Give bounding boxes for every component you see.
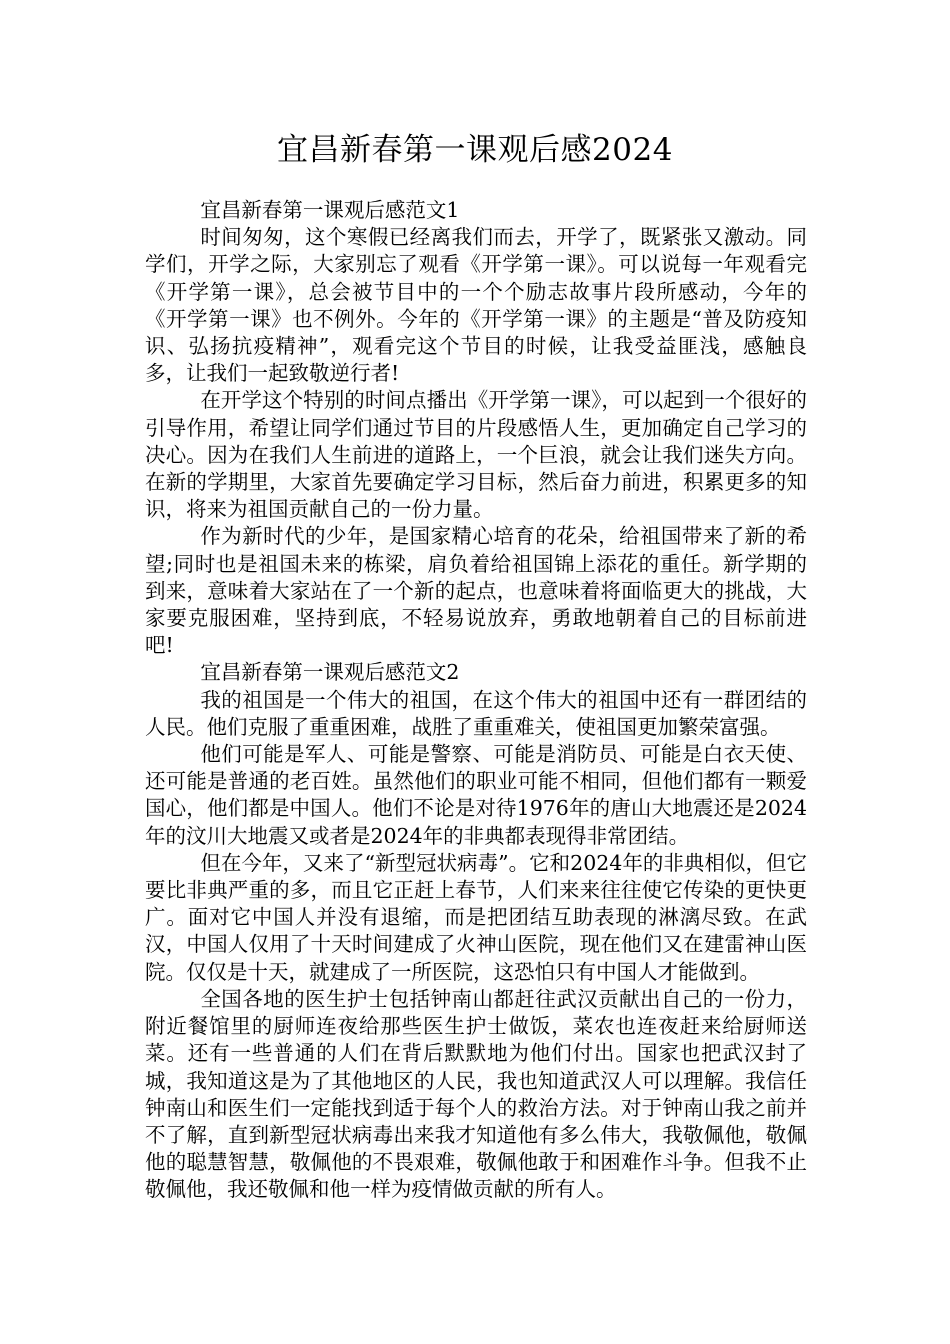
paragraph: 时间匆匆，这个寒假已经离我们而去，开学了，既紧张又激动。同学们，开学之际，大家别忘了观看《开学第一课》。可以说每一年观看完《开学第一课》，总会被节目中的一个个励志故事片段所感动，今年的《开学第一课》也不例外。今年的《开学第一课》的主题是“普及防疫知识、弘扬抗疫精神”，观看完这个节目的时候，让我受益匪浅，感触良多，让我们一起致敬逆行者! [145,225,807,386]
document-title: 宜昌新春第一课观后感2024 [277,132,673,168]
paragraph: 作为新时代的少年，是国家精心培育的花朵，给祖国带来了新的希望;同时也是祖国未来的栋梁，肩负着给祖国锦上添花的重任。新学期的到来，意味着大家站在了一个新的起点，也意味着将面临更大的挑战，大家要克服困难，坚持到底，不轻易说放弃，勇敢地朝着自己的目标前进吧! [145,524,807,658]
paragraph: 全国各地的医生护士包括钟南山都赶往武汉贡献出自己的一份力，附近餐馆里的厨师连夜给那些医生护士做饭，菜农也连夜赶来给厨师送菜。还有一些普通的人们在背后默默地为他们付出。国家也把武汉封了城，我知道这是为了其他地区的人民，我也知道武汉人可以理解。我信任钟南山和医生们一定能找到适于每个人的救治方法。对于钟南山我之前并不了解，直到新型冠状病毒出来我才知道他有多么伟大，我敬佩他，敬佩他的聪慧智慧，敬佩他的不畏艰难，敬佩他敢于和困难作斗争。但我不止敬佩他，我还敬佩和他一样为疫情做贡献的所有人。 [145,986,807,1202]
paragraph: 他们可能是军人、可能是警察、可能是消防员、可能是白衣天使、还可能是普通的老百姓。虽然他们的职业可能不相同，但他们都有一颗爱国心，他们都是中国人。他们不论是对待1976年的唐山大地震还是2024年的汶川大地震又或者是2024年的非典都表现得非常团结。 [145,742,807,848]
document-body [145,197,807,1204]
section-heading: 宜昌新春第一课观后感范文1 [200,198,460,222]
paragraph: 但在今年，又来了“新型冠状病毒”。它和2024年的非典相似，但它要比非典严重的多，而且它正赶上春节，人们来来往往使它传染的更快更广。面对它中国人并没有退缩，而是把团结互助表现的淋漓尽致。在武汉，中国人仅用了十天时间建成了火神山医院，现在他们又在建雷神山医院。仅仅是十天，就建成了一所医院，这恐怕只有中国人才能做到。 [145,850,807,984]
paragraph: 我的祖国是一个伟大的祖国，在这个伟大的祖国中还有一群团结的人民。他们克服了重重困难，战胜了重重难关，使祖国更加繁荣富强。 [145,687,807,739]
section-heading: 宜昌新春第一课观后感范文2 [200,660,460,685]
paragraph: 在开学这个特别的时间点播出《开学第一课》，可以起到一个很好的引导作用，希望让同学们通过节目的片段感悟人生，更加确定自己学习的决心。因为在我们人生前进的道路上，一个巨浪，就会让我们迷失方向。在新的学期里，大家首先要确定学习目标，然后奋力前进，积累更多的知识，将来为祖国贡献自己的一份力量。 [145,388,807,522]
